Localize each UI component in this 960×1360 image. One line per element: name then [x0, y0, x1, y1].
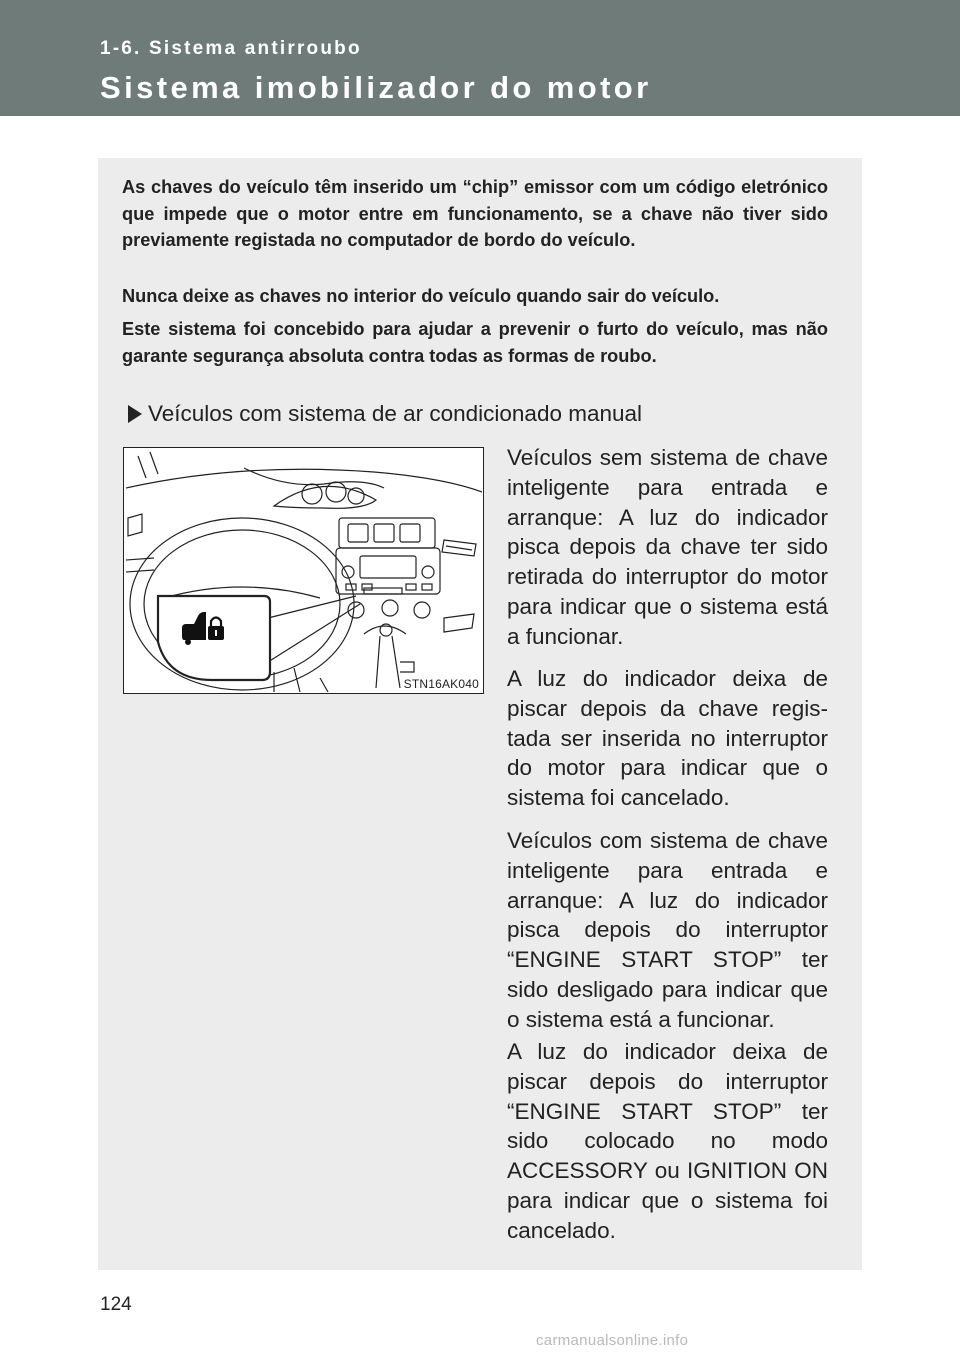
- dashboard-drawing: [124, 448, 482, 692]
- dashboard-illustration: [123, 447, 484, 694]
- subheading-text: Veículos com sistema de ar condicionado manual: [148, 401, 643, 426]
- intro-paragraph-3: Este sistema foi concebido para ajudar a prevenir o furto do veículo, mas não garante segurança absoluta contra todas as formas de roubo.: [122, 319, 828, 366]
- page-number: 124: [100, 1294, 132, 1315]
- intro-paragraph-2: Nunca deixe as chaves no interior do veículo quando sair do veículo.: [122, 286, 720, 306]
- watermark: carmanualsonline.info: [536, 1332, 689, 1349]
- body-paragraph-3: Veículos com sistema de chave inteligente para entrada e arranque: A luz do indicador pisca depois do interruptor “ENGINE START STOP” ter sido desligado para indicar que o sistema está a funcionar.: [507, 828, 828, 1032]
- page-title: Sistema imobilizador do motor: [100, 70, 652, 105]
- body-paragraph-4: A luz do indicador deixa de piscar depois do interruptor “ENGINE START STOP” ter sido colocado no modo ACCESSORY ou IGNITION ON para indicar que o sistema foi cancelado.: [507, 1039, 828, 1243]
- section-header: [0, 0, 960, 116]
- triangle-bullet-icon: [128, 405, 142, 423]
- section-label: 1-6. Sistema antirroubo: [100, 38, 362, 59]
- intro-paragraph-1: As chaves do veículo têm inserido um “chip” emissor com um código eletrónico que impede que o motor entre em funcionamento, se a chave não tiver sido previamente registada no computador de bordo do veículo.: [122, 177, 828, 250]
- body-paragraph-2: A luz do indicador deixa de piscar depois da chave regis-tada ser inserida no interruptor do motor para indicar que o sistema foi cancelado.: [507, 666, 828, 811]
- figure-code: STN16AK040: [403, 677, 479, 691]
- body-paragraph-1: Veículos sem sistema de chave inteligente para entrada e arranque: A luz do indicador pisca depois da chave ter sido retirada do interruptor do motor para indicar que o sistema está a funcionar.: [507, 445, 828, 649]
- subheading: [128, 400, 642, 428]
